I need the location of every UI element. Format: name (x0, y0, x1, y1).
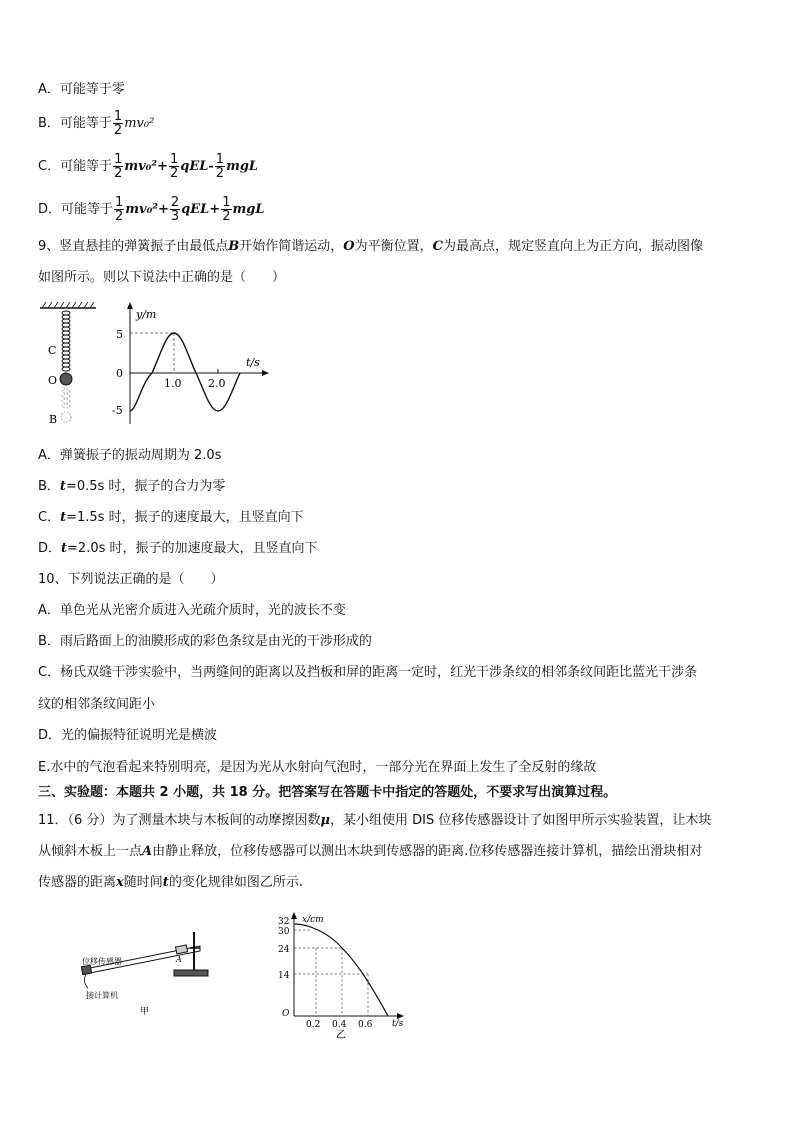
y-tick-32: 32 (278, 917, 290, 927)
q10-option-d: D．光的偏振特征说明光是横波 (38, 728, 218, 743)
q10-option-c-line1: C．杨氏双缝干涉实验中，当两缝间的距离以及挡板和屏的距离一定时，红光干涉条纹的相邻条纹间距比蓝光干涉条 (38, 665, 698, 680)
tick-2: 2.0 (208, 377, 226, 390)
x-t-curve (294, 924, 388, 1016)
label-o: O (48, 374, 58, 387)
y-axis-label: y/m (136, 308, 157, 321)
y-tick-30: 30 (278, 927, 290, 937)
spring-coils (62, 311, 70, 371)
dashed-lower-position (61, 389, 71, 422)
t-axis-label: t/s (246, 356, 260, 369)
x-axis-label: x/cm (302, 915, 324, 925)
tick-1: 1.0 (164, 377, 182, 390)
tick-5: 5 (116, 328, 123, 341)
q8-option-d: D．可能等于 $\frac{1}{2}$ mv₀²+ $\frac{2}{3}$ qEL+ $\frac{1}{2}$ mgL (38, 195, 265, 224)
q11-line2: 从倾斜木板上一点A由静止释放，位移传感器可以测出木块到传感器的距离.位移传感器连接计算机，描绘出滑块相对 (38, 844, 703, 859)
spring-oscillator-figure (30, 296, 280, 432)
computer-label: 接计算机 (86, 991, 118, 1000)
label-c: C (48, 344, 57, 357)
caption-jia: 甲 (140, 1007, 150, 1017)
q10-option-b: B．雨后路面上的油膜形成的彩色条纹是由光的干涉形成的 (38, 634, 372, 649)
tick-minus5: -5 (112, 404, 123, 417)
q8-option-a: A．可能等于零 (38, 82, 125, 97)
fraction-half: $\frac{1}{2}$ (113, 109, 123, 138)
origin-label: O (282, 1009, 290, 1019)
q9-option-d: D．t=2.0s 时，振子的加速度最大，且竖直向下 (38, 541, 318, 556)
q10-option-c-line2: 纹的相邻条纹间距小 (38, 697, 156, 712)
y-tick-14: 14 (278, 971, 290, 981)
tick-0: 0 (116, 367, 123, 380)
x-tick-06: 0.6 (358, 1020, 373, 1030)
sensor-label: 位移传感器 (82, 957, 122, 966)
x-tick-02: 0.2 (306, 1020, 321, 1030)
oscillator-ball (60, 373, 72, 385)
q11-line1: 11．（6 分）为了测量木块与木板间的动摩擦因数μ，某小组使用 DIS 位移传感器设计了如图甲所示实验装置，让木块 (38, 813, 712, 828)
sine-curve (130, 333, 240, 411)
figure-yi-xt-graph (270, 910, 420, 1040)
q9-stem-line2: 如图所示。则以下说法中正确的是（ ） (38, 270, 286, 285)
t-axis-label: t/s (392, 1019, 404, 1029)
caption-yi: 乙 (336, 1030, 346, 1040)
q9-option-b: B．t=0.5s 时，振子的合力为零 (38, 479, 226, 494)
q11-line3: 传感器的距离x随时间t的变化规律如图乙所示. (38, 875, 303, 890)
label-b: B (49, 413, 58, 426)
q10-option-e: E.水中的气泡看起来特别明亮，是因为光从水射向气泡时，一部分光在界面上发生了全反射的缘故 (38, 760, 597, 775)
figure-jia-apparatus (76, 924, 226, 1020)
q9-option-a: A．弹簧振子的振动周期为 2.0s (38, 448, 222, 463)
section-3-heading: 三、实验题：本题共 2 小题，共 18 分。把答案写在答题卡中指定的答题处，不要求写出演算过程。 (38, 785, 617, 800)
q8-option-c: C．可能等于 $\frac{1}{2}$ mv₀²+ $\frac{1}{2}$ qEL- $\frac{1}{2}$ mgL (38, 152, 259, 181)
q10-option-a: A．单色光从光密介质进入光疏介质时，光的波长不变 (38, 603, 346, 618)
q10-stem: 10、下列说法正确的是（ ） (38, 572, 224, 587)
q9-stem-line1: 9、竖直悬挂的弹簧振子由最低点B开始作简谐运动，O为平衡位置，C为最高点，规定竖直向上为正方向，振动图像 (38, 239, 704, 254)
point-a-label: A (176, 955, 182, 964)
q9-option-c: C．t=1.5s 时，振子的速度最大，且竖直向下 (38, 510, 304, 525)
y-tick-24: 24 (278, 945, 290, 955)
x-tick-04: 0.4 (332, 1020, 347, 1030)
q8-option-b: B．可能等于 $\frac{1}{2}$ mv₀² (38, 109, 155, 138)
